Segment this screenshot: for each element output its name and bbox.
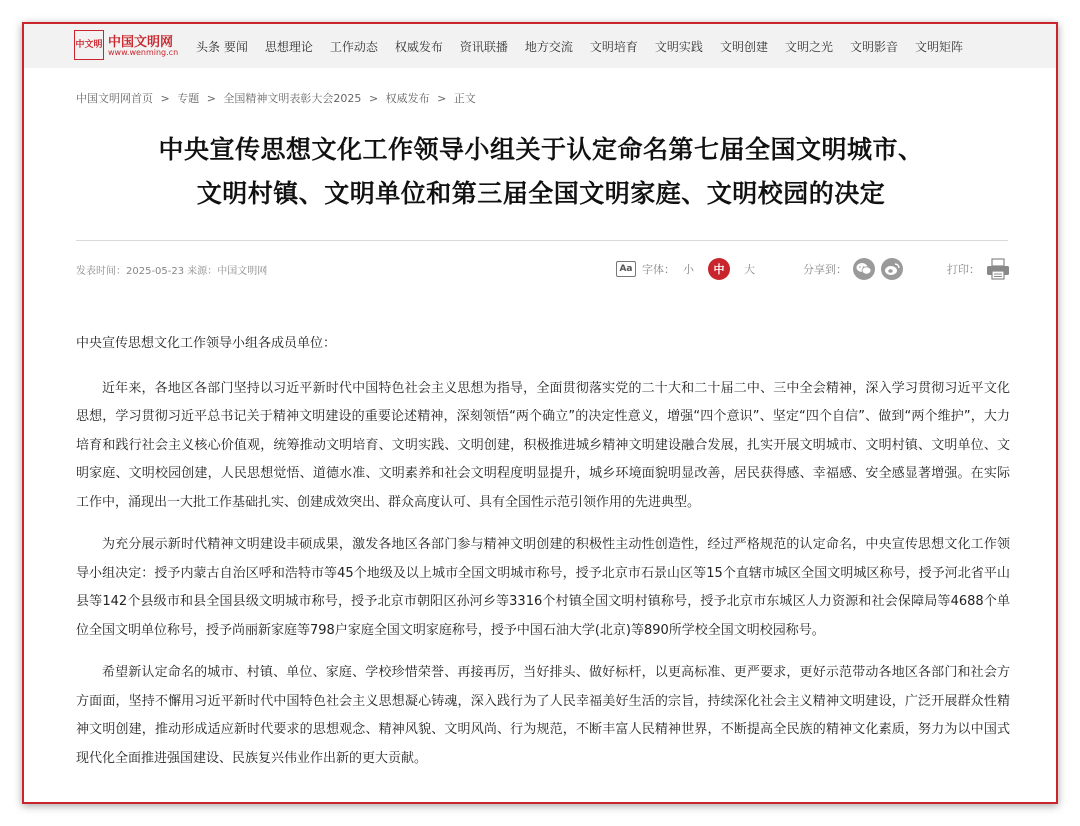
print-label: 打印：	[947, 263, 980, 276]
breadcrumb-separator: >	[437, 92, 447, 105]
breadcrumb-separator: >	[160, 92, 170, 105]
breadcrumb-separator: >	[206, 92, 216, 105]
nav-item-civility-matrix[interactable]: 文明矩阵	[914, 39, 963, 54]
nav-item-civility-creation[interactable]: 文明创建	[719, 39, 768, 54]
nav-item-civility-cultivation[interactable]: 文明培育	[589, 39, 638, 54]
share-label: 分享到：	[803, 263, 847, 276]
article-body	[76, 330, 1010, 787]
font-size-icon: Aa	[616, 261, 636, 277]
browser-frame	[22, 22, 1058, 804]
breadcrumb-separator: >	[368, 92, 379, 105]
breadcrumb-topics[interactable]: 专题	[177, 92, 200, 105]
printer-icon[interactable]	[986, 258, 1010, 280]
article-paragraph: 希望新认定命名的城市、村镇、单位、家庭、学校珍惜荣誉、再接再厉，当好排头、做好标杆，以更高标准、更严要求，更好示范带动各地区各部门和社会方方面面，坚持不懈用习近平新时代中国特色社会主义思想凝心铸魂，深入践行为了人民幸福美好生活的宗旨，持续深化社会主义精神文明建设，广泛开展群众性精神文明创建，推动形成适应新时代要求的思想观念、精神风貌、文明风尚、行为规范，不断丰富人民精神世界，不断提高全民族的精神文化素质，努力为以中国式现代化全面推进强国建设、民族复兴伟业作出新的更大贡献。	[76, 665, 1010, 766]
article-paragraph: 为充分展示新时代精神文明建设丰硕成果，激发各地区各部门参与精神文明创建的积极性主动性创造性，经过严格规范的认定命名，中央宣传思想文化工作领导小组决定：授予内蒙古自治区呼和浩特市等45个地级及以上城市全国文明城市称号，授予北京市石景山区等15个直辖市城区全国文明城区称号，授予河北省平山县等142个县级市和县全国县级文明城市称号，授予北京市朝阳区孙河乡等3316个村镇全国文明村镇称号，授予北京市东城区人力资源和社会保障局等4688个单位全国文明单位称号，授予尚丽新家庭等798户家庭全国文明家庭称号，授予中国石油大学(北京)等890所学校全国文明校园称号。	[76, 537, 1010, 638]
breadcrumb-conference[interactable]: 全国精神文明表彰大会2025	[223, 92, 362, 105]
nav-item-official-releases[interactable]: 权威发布	[394, 39, 443, 54]
nav-item-local-exchange[interactable]: 地方交流	[524, 39, 573, 54]
article-paragraph: 近年来，各地区各部门坚持以习近平新时代中国特色社会主义思想为指导，全面贯彻落实党的二十大和二十届二中、三中全会精神，深入学习贯彻习近平文化思想，学习贯彻习近平总书记关于精神文明建设的重要论述精神，深刻领悟“两个确立”的决定性意义，增强“四个意识”、坚定“四个自信”、做到“两个维护”，大力培育和践行社会主义核心价值观，统筹推动文明培育、文明实践、文明创建，积极推进城乡精神文明建设融合发展，扎实开展文明城市、文明村镇、文明单位、文明家庭、文明校园创建，人民思想觉悟、道德水准、文明素养和社会文明程度明显提升，城乡环境面貌明显改善，居民获得感、幸福感、安全感显著增强。在实际工作中，涌现出一大批工作基础扎实、创建成效突出、群众高度认可、具有全国性示范引领作用的先进典型。	[76, 380, 1010, 510]
title-divider	[76, 240, 1008, 241]
breadcrumb-official-releases[interactable]: 权威发布	[385, 92, 430, 105]
article-title	[76, 128, 1006, 216]
article-title-line2: 文明村镇、文明单位和第三届全国文明家庭、文明校园的决定	[196, 179, 886, 208]
logo-name: 中国文明网	[108, 35, 174, 50]
breadcrumb-current: 正文	[453, 92, 476, 105]
site-logo[interactable]	[74, 30, 184, 62]
nav-item-thought-theory[interactable]: 思想理论	[264, 39, 313, 54]
font-size-medium-button[interactable]: 中	[708, 258, 730, 280]
article-meta: 发表时间：2025-05-23 来源：中国文明网	[76, 266, 268, 277]
main-nav	[196, 24, 980, 68]
nav-item-civility-practice[interactable]: 文明实践	[654, 39, 703, 54]
breadcrumb-home[interactable]: 中国文明网首页	[76, 92, 153, 105]
nav-item-civility-light[interactable]: 文明之光	[784, 39, 833, 54]
logo-url: www.wenming.cn	[108, 48, 179, 57]
font-size-large-button[interactable]: 大	[744, 263, 755, 276]
weibo-icon[interactable]	[881, 258, 903, 280]
nav-item-headlines[interactable]: 头条 要闻	[196, 39, 248, 54]
article-salutation: 中央宣传思想文化工作领导小组各成员单位：	[76, 336, 337, 351]
article-toolbar	[616, 256, 1010, 282]
breadcrumb	[76, 90, 480, 106]
article-title-line1: 中央宣传思想文化工作领导小组关于认定命名第七届全国文明城市、	[158, 135, 924, 164]
wechat-icon[interactable]	[853, 258, 875, 280]
nav-item-civility-media[interactable]: 文明影音	[849, 39, 898, 54]
logo-seal: 中文明	[74, 30, 104, 60]
nav-item-work-updates[interactable]: 工作动态	[329, 39, 378, 54]
font-size-small-button[interactable]: 小	[683, 263, 694, 276]
font-size-label: 字体：	[642, 263, 675, 276]
top-navigation-bar	[24, 24, 1056, 68]
nav-item-news[interactable]: 资讯联播	[459, 39, 508, 54]
